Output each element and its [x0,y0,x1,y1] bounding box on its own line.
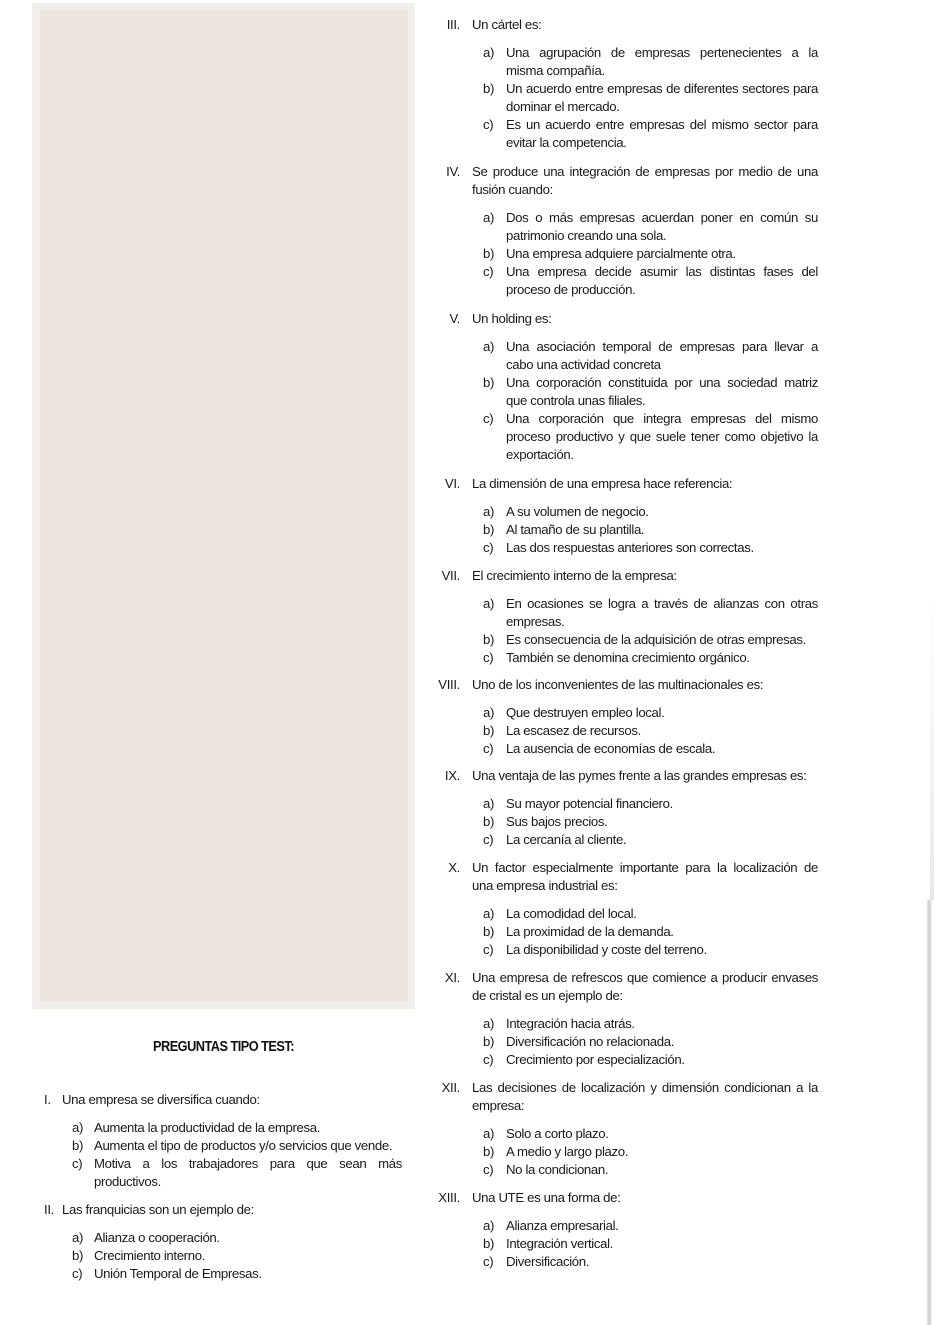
option-b[interactable] [483,374,818,410]
option-letter: c) [483,1254,494,1269]
question-1 [30,1091,402,1191]
option-a[interactable] [483,795,818,813]
option-text: Motiva a los trabajadores para que sean más productivos. [94,1156,402,1189]
option-c[interactable] [72,1155,402,1191]
option-c[interactable] [72,1265,402,1283]
option-letter: a) [483,1016,495,1031]
option-letter: b) [72,1248,84,1263]
option-letter: b) [483,522,495,537]
option-list [30,1119,402,1191]
option-letter: a) [483,1218,495,1233]
option-text: Una corporación constituida por una sociedad matriz que controla unas filiales. [506,375,818,408]
option-c[interactable] [483,539,818,557]
option-text: La ausencia de economías de escala. [506,741,716,756]
question-number: VI. [444,476,460,491]
option-a[interactable] [483,44,818,80]
option-b[interactable] [483,923,818,941]
question-text: Una empresa de refrescos que comience a producir envases de cristal es un ejemplo de: [472,970,818,1003]
question-number: III. [446,17,460,32]
question-text: Se produce una integración de empresas por medio de una fusión cuando: [472,164,818,197]
option-letter: c) [483,942,494,957]
option-b[interactable] [483,521,818,539]
option-letter: a) [72,1120,84,1135]
option-text: La escasez de recursos. [506,723,641,738]
question-6 [430,475,818,557]
option-letter: b) [483,81,495,96]
option-a[interactable] [483,503,818,521]
question-text: Una UTE es una forma de: [472,1190,621,1205]
option-c[interactable] [483,1253,818,1271]
option-a[interactable] [483,1015,818,1033]
option-text: Que destruyen empleo local. [506,705,665,720]
option-c[interactable] [483,740,818,758]
option-a[interactable] [483,1125,818,1143]
option-c[interactable] [483,1051,818,1069]
question-number: VII. [441,568,460,583]
option-b[interactable] [483,80,818,116]
option-b[interactable] [483,1143,818,1161]
option-text: Las dos respuestas anteriores son correctas. [506,540,754,555]
option-letter: a) [483,339,495,354]
option-a[interactable] [483,209,818,245]
option-text: También se denomina crecimiento orgánico. [506,650,750,665]
option-text: Una empresa adquiere parcialmente otra. [506,246,736,261]
option-letter: c) [483,650,494,665]
option-letter: c) [72,1156,83,1171]
option-list [430,795,818,849]
option-b[interactable] [483,1033,818,1051]
section-title: PREGUNTAS TIPO TEST: [153,1039,294,1055]
question-number: XIII. [438,1190,460,1205]
question-8 [430,676,818,758]
option-text: La cercanía al cliente. [506,832,627,847]
option-list [30,1229,402,1283]
option-letter: b) [483,1236,495,1251]
option-a[interactable] [483,704,818,722]
option-a[interactable] [483,905,818,923]
option-letter: b) [483,814,495,829]
option-b[interactable] [483,245,818,263]
option-text: Alianza o cooperación. [94,1230,220,1245]
option-letter: b) [483,1144,495,1159]
option-b[interactable] [483,631,818,649]
option-letter: c) [483,1162,494,1177]
option-text: Una empresa decide asumir las distintas fases del proceso de producción. [506,264,818,297]
question-10 [430,859,818,959]
option-c[interactable] [483,116,818,152]
option-a[interactable] [483,1217,818,1235]
option-b[interactable] [72,1247,402,1265]
option-letter: a) [483,1126,495,1141]
question-text: Las decisiones de localización y dimensión condicionan a la empresa: [472,1080,818,1113]
question-text: Un cártel es: [472,17,542,32]
option-text: Unión Temporal de Empresas. [94,1266,262,1281]
option-letter: b) [483,375,495,390]
option-text: Aumenta el tipo de productos y/o servicios que vende. [94,1138,393,1153]
option-text: Aumenta la productividad de la empresa. [94,1120,321,1135]
option-text: Su mayor potencial financiero. [506,796,673,811]
option-text: La comodidad del local. [506,906,637,921]
option-list [430,704,818,758]
page-edge-shadow [926,900,932,1325]
option-letter: a) [483,705,495,720]
option-letter: c) [483,832,494,847]
option-letter: b) [483,924,495,939]
question-text: Una empresa se diversifica cuando: [62,1092,260,1107]
option-letter: b) [72,1138,84,1153]
option-list [430,1015,818,1069]
option-b[interactable] [72,1137,402,1155]
question-number: IV. [446,164,460,179]
option-c[interactable] [483,263,818,299]
option-letter: b) [483,632,495,647]
option-list [430,503,818,557]
option-letter: c) [483,117,494,132]
option-list [430,905,818,959]
page-edge-shadow [930,600,934,900]
option-c[interactable] [483,410,818,464]
question-number: II. [44,1202,54,1217]
option-letter: c) [483,1052,494,1067]
option-text: La disponibilidad y coste del terreno. [506,942,707,957]
option-text: A su volumen de negocio. [506,504,649,519]
option-letter: b) [483,723,495,738]
question-number: VIII. [438,677,460,692]
option-list [430,595,818,667]
option-text: Crecimiento interno. [94,1248,206,1263]
question-text: La dimensión de una empresa hace referencia: [472,476,733,491]
option-text: Es un acuerdo entre empresas del mismo sector para evitar la competencia. [506,117,818,150]
option-b[interactable] [483,813,818,831]
question-4 [430,163,818,299]
option-list [430,1125,818,1179]
option-text: Diversificación. [506,1254,590,1269]
option-text: La proximidad de la demanda. [506,924,674,939]
option-c[interactable] [483,1161,818,1179]
option-letter: c) [483,411,494,426]
option-letter: c) [483,540,494,555]
option-text: No la condicionan. [506,1162,609,1177]
option-b[interactable] [483,1235,818,1253]
option-a[interactable] [483,338,818,374]
option-text: Sus bajos precios. [506,814,608,829]
option-text: Dos o más empresas acuerdan poner en común su patrimonio creando una sola. [506,210,818,243]
option-letter: b) [483,1034,495,1049]
option-text: Diversificación no relacionada. [506,1034,675,1049]
option-c[interactable] [483,649,818,667]
question-text: Uno de los inconvenientes de las multinacionales es: [472,677,764,692]
question-number: I. [44,1092,51,1107]
option-text: Crecimiento por especialización. [506,1052,685,1067]
question-5 [430,310,818,464]
image-placeholder [40,9,408,1002]
option-text: Es consecuencia de la adquisición de otras empresas. [506,632,806,647]
question-number: XII. [441,1080,460,1095]
option-text: Integración hacia atrás. [506,1016,635,1031]
question-text: Las franquicias son un ejemplo de: [62,1202,254,1217]
question-11 [430,969,818,1069]
option-text: Un acuerdo entre empresas de diferentes sectores para dominar el mercado. [506,81,818,114]
option-list [430,44,818,152]
option-text: En ocasiones se logra a través de alianzas con otras empresas. [506,596,818,629]
question-13 [430,1189,818,1271]
option-b[interactable] [483,722,818,740]
option-text: Una asociación temporal de empresas para llevar a cabo una actividad concreta [506,339,818,372]
option-text: Solo a corto plazo. [506,1126,609,1141]
option-letter: a) [483,504,495,519]
question-2 [30,1201,402,1283]
option-list [430,1217,818,1271]
option-letter: a) [483,45,495,60]
option-letter: a) [483,210,495,225]
question-number: X. [448,860,460,875]
option-text: Una corporación que integra empresas del mismo proceso productivo y que suele tener como objetivo la exportación. [506,411,818,462]
option-a[interactable] [72,1229,402,1247]
option-letter: c) [483,741,494,756]
question-number: V. [449,311,460,326]
option-letter: a) [483,796,495,811]
question-text: Un factor especialmente importante para la localización de una empresa industrial es: [472,860,818,893]
option-text: A medio y largo plazo. [506,1144,629,1159]
option-a[interactable] [72,1119,402,1137]
option-text: Una agrupación de empresas pertenecientes a la misma compañía. [506,45,818,78]
option-c[interactable] [483,831,818,849]
option-a[interactable] [483,595,818,631]
option-letter: a) [483,596,495,611]
question-12 [430,1079,818,1179]
option-c[interactable] [483,941,818,959]
option-letter: a) [483,906,495,921]
question-text: Un holding es: [472,311,552,326]
option-text: Alianza empresarial. [506,1218,619,1233]
option-list [430,338,818,464]
option-letter: b) [483,246,495,261]
question-7 [430,567,818,667]
question-3 [430,16,818,152]
question-number: XI. [444,970,460,985]
question-number: IX. [444,768,460,783]
option-letter: c) [483,264,494,279]
option-list [430,209,818,299]
question-text: Una ventaja de las pymes frente a las grandes empresas es: [472,768,807,783]
option-text: Integración vertical. [506,1236,613,1251]
option-letter: a) [72,1230,84,1245]
question-text: El crecimiento interno de la empresa: [472,568,677,583]
option-letter: c) [72,1266,83,1281]
option-text: Al tamaño de su plantilla. [506,522,645,537]
question-9 [430,767,818,849]
